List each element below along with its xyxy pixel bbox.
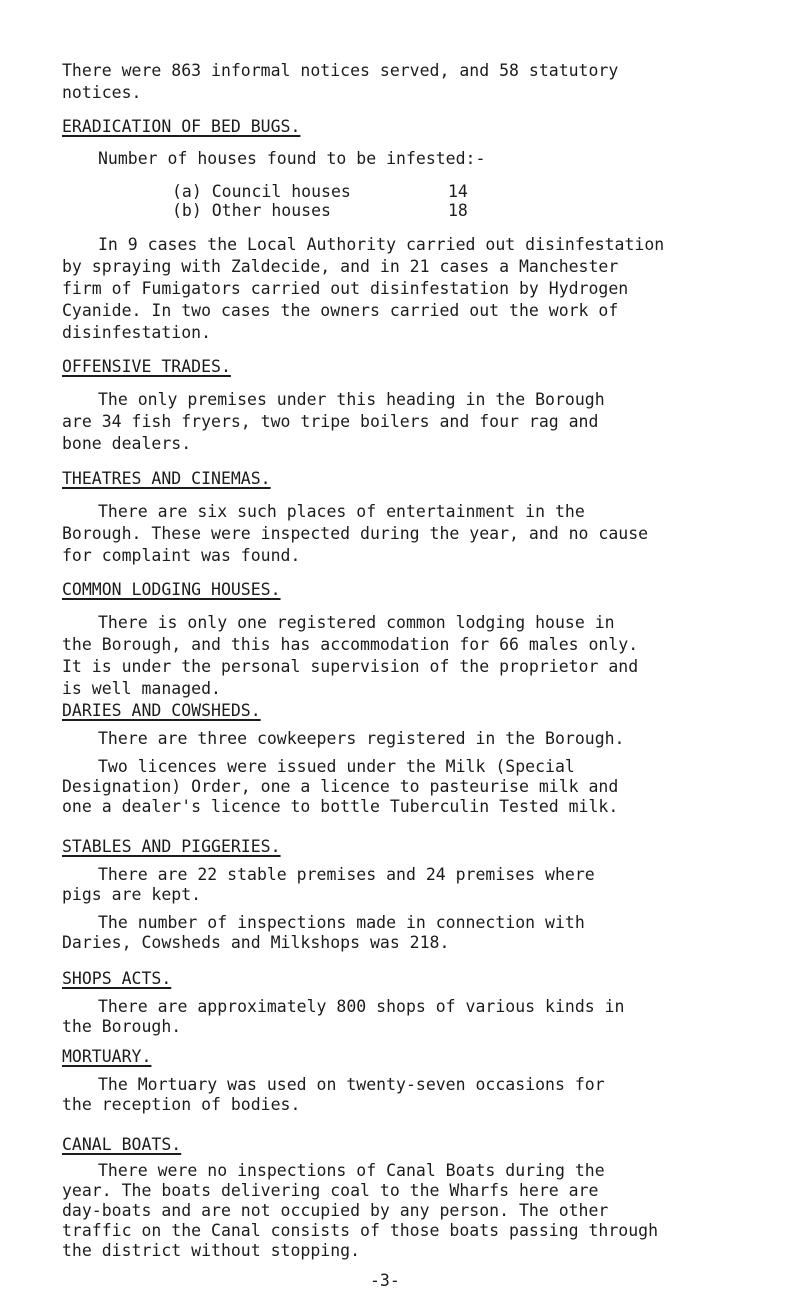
canal-line-3: day-boats and are not occupied by any person. The other (62, 1201, 609, 1220)
stables-line-2: pigs are kept. (62, 885, 202, 904)
offensive-line-1: The only premises under this heading in the Borough (98, 390, 605, 409)
dairies-line-2: Two licences were issued under the Milk (Special (98, 757, 575, 776)
theatres-line-1: There are six such places of entertainment in the (98, 502, 585, 521)
dairies-line-3: Designation) Order, one a licence to pasteurise milk and (62, 777, 619, 796)
heading-dairies: DARIES AND COWSHEDS. (62, 701, 261, 720)
theatres-line-3: for complaint was found. (62, 546, 301, 565)
heading-canal: CANAL BOATS. (62, 1135, 182, 1154)
eradication-line-2: by spraying with Zaldecide, and in 21 cases a Manchester (62, 257, 619, 276)
intro-line-1: There were 863 informal notices served, and 58 statutory (62, 61, 619, 80)
mortuary-line-2: the reception of bodies. (62, 1095, 301, 1114)
stables-line-4: Daries, Cowsheds and Milkshops was 218. (62, 933, 450, 952)
heading-lodging: COMMON LODGING HOUSES. (62, 580, 281, 599)
row-b-value: 18 (448, 201, 468, 220)
canal-line-1: There were no inspections of Canal Boats during the (98, 1161, 605, 1180)
canal-line-2: year. The boats delivering coal to the Wharfs here are (62, 1181, 599, 1200)
mortuary-line-1: The Mortuary was used on twenty-seven occasions for (98, 1075, 605, 1094)
heading-stables: STABLES AND PIGGERIES. (62, 837, 281, 856)
canal-line-4: traffic on the Canal consists of those boats passing through (62, 1221, 659, 1240)
eradication-line-4: Cyanide. In two cases the owners carried out the work of (62, 301, 619, 320)
dairies-line-4: one a dealer's licence to bottle Tuberculin Tested milk. (62, 797, 619, 816)
lodging-line-3: It is under the personal supervision of the proprietor and (62, 657, 639, 676)
stables-line-1: There are 22 stable premises and 24 premises where (98, 865, 595, 884)
heading-eradication: ERADICATION OF BED BUGS. (62, 117, 301, 136)
heading-theatres: THEATRES AND CINEMAS. (62, 469, 271, 488)
dairies-line-1: There are three cowkeepers registered in the Borough. (98, 729, 625, 748)
row-a-label: (a) Council houses (172, 182, 351, 201)
eradication-line-3: firm of Fumigators carried out disinfestation by Hydrogen (62, 279, 629, 298)
eradication-line-1: In 9 cases the Local Authority carried out disinfestation (98, 235, 665, 254)
page-number: -3- (370, 1271, 400, 1290)
eradication-lead: Number of houses found to be infested:- (98, 149, 486, 168)
theatres-line-2: Borough. These were inspected during the year, and no cause (62, 524, 649, 543)
offensive-line-2: are 34 fish fryers, two tripe boilers and four rag and (62, 412, 599, 431)
heading-shops: SHOPS ACTS. (62, 969, 172, 988)
intro-line-2: notices. (62, 83, 142, 102)
eradication-line-5: disinfestation. (62, 323, 212, 342)
lodging-line-1: There is only one registered common lodging house in (98, 613, 615, 632)
shops-line-2: the Borough. (62, 1017, 182, 1036)
row-a-value: 14 (448, 182, 468, 201)
heading-mortuary: MORTUARY. (62, 1047, 152, 1066)
canal-line-5: the district without stopping. (62, 1241, 361, 1260)
offensive-line-3: bone dealers. (62, 434, 192, 453)
lodging-line-2: the Borough, and this has accommodation for 66 males only. (62, 635, 639, 654)
stables-line-3: The number of inspections made in connection with (98, 913, 585, 932)
lodging-line-4: is well managed. (62, 679, 221, 698)
row-b-label: (b) Other houses (172, 201, 331, 220)
heading-offensive: OFFENSIVE TRADES. (62, 357, 231, 376)
shops-line-1: There are approximately 800 shops of various kinds in (98, 997, 625, 1016)
